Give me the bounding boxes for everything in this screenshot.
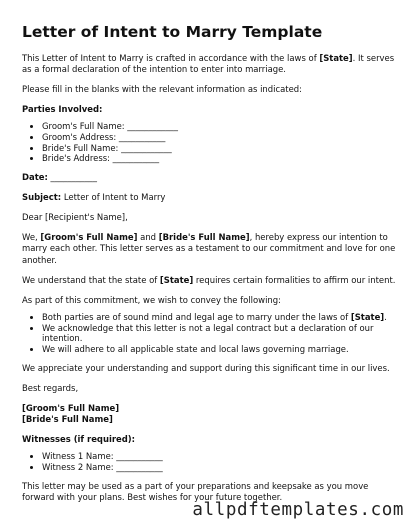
signature-groom: [Groom's Full Name] <box>22 402 120 413</box>
witnesses-list <box>22 451 397 472</box>
intention-paragraph: We, [Groom's Full Name] and [Bride's Full Name], hereby express our intention to marry each other. This letter serves as a testament to our commitment and love for one another. <box>22 232 396 265</box>
date-line: Date: ___________ <box>22 171 97 182</box>
list-item: • We acknowledge that this letter is not a legal contract but a declaration of our intention. <box>42 323 397 344</box>
parties-list <box>22 121 397 164</box>
letter-document <box>22 23 397 512</box>
list-item: • Witness 2 Name: ___________ <box>42 462 397 473</box>
list-item: • We will adhere to all applicable state and local laws governing marriage. <box>42 344 397 355</box>
signature-block <box>22 403 397 425</box>
intro-paragraph: This Letter of Intent to Marry is crafted in accordance with the laws of [State]. It serves as a formal declaration of the intention to enter into marriage. <box>22 52 395 74</box>
list-item: • Groom's Full Name: ____________ <box>42 121 397 132</box>
watermark: allpdftemplates.com <box>192 500 404 520</box>
signature-bride: [Bride's Full Name] <box>22 414 113 425</box>
final-note: This letter may be used as a part of your preparations and keepsake as you move forward with your plans. Best wishes for your future together. <box>22 480 369 502</box>
commitment-intro: As part of this commitment, we wish to convey the following: <box>22 294 281 305</box>
commitments-list <box>22 312 397 355</box>
state-paragraph: We understand that the state of [State] requires certain formalities to affirm our intent. <box>22 274 396 285</box>
subject-line: Subject: Letter of Intent to Marry <box>22 191 166 202</box>
list-item: • Bride's Full Name: ____________ <box>42 143 397 154</box>
list-item: • Bride's Address: ___________ <box>42 153 397 164</box>
instructions-text: Please fill in the blanks with the relevant information as indicated: <box>22 83 302 94</box>
appreciation-paragraph: We appreciate your understanding and support during this significant time in our lives. <box>22 362 390 373</box>
witnesses-heading: Witnesses (if required): <box>22 434 136 445</box>
list-item: • Groom's Address: ___________ <box>42 132 397 143</box>
parties-heading: Parties Involved: <box>22 104 103 115</box>
salutation: Dear [Recipient's Name], <box>22 212 128 223</box>
document-title: Letter of Intent to Marry Template <box>22 23 323 41</box>
closing: Best regards, <box>22 382 79 393</box>
list-item: • Both parties are of sound mind and legal age to marry under the laws of [State]. <box>42 312 397 323</box>
list-item: • Witness 1 Name: ___________ <box>42 451 397 462</box>
